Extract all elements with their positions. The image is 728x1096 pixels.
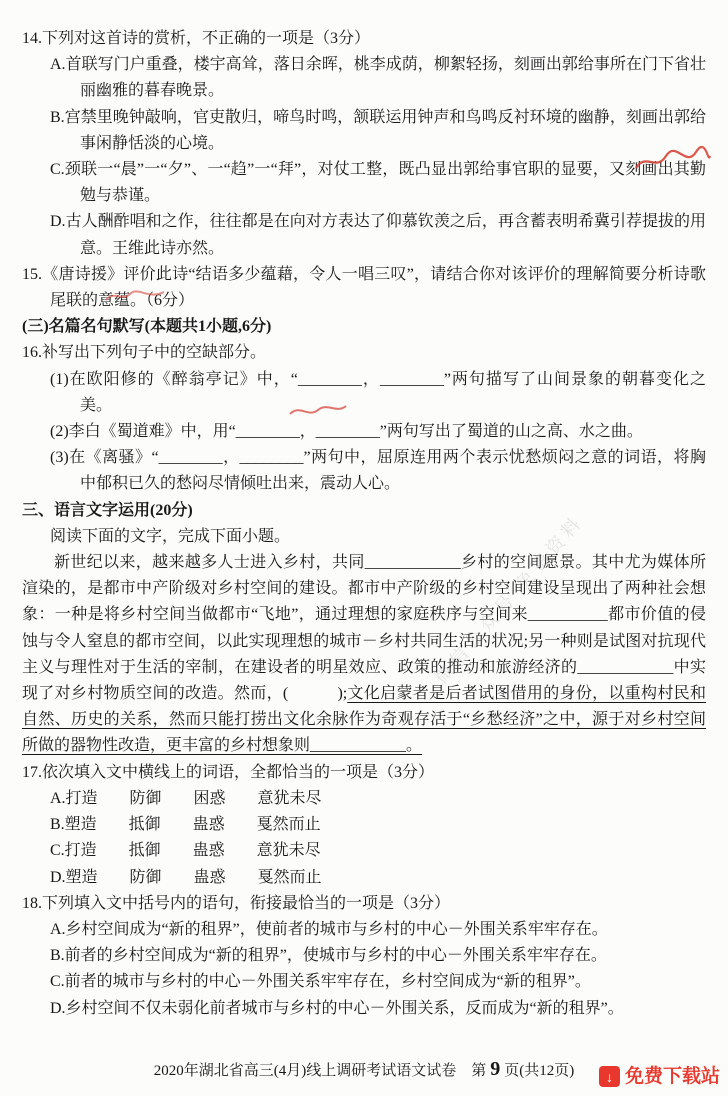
section-language-header: 三、语言文字运用(20分) [22, 501, 193, 519]
question-18-option-d: D.乡村空间不仅未弱化前者城市与乡村的中心－外围关系，反而成为“新的租界”。 [50, 999, 624, 1017]
question-17-stem: 17.依次填入文中横线上的词语，全都恰当的一项是（3分） [22, 763, 435, 781]
question-18-option-c: C.前者的城市与乡村的中心－外围关系牢牢存在，乡村空间成为“新的租界”。 [50, 973, 591, 991]
question-14-option-a: A.首联写门户重叠，楼宇高耸，落日余晖，桃李成荫，柳絮轻扬，刻画出郭给事所在门下省壮丽幽雅的暮春晚景。 [50, 56, 706, 100]
question-17-option-d: D.塑造 防御 蛊惑 戛然而止 [50, 868, 322, 886]
question-17-option-c: C.打造 抵御 蛊惑 意犹未尽 [50, 842, 321, 860]
question-16-stem: 16.补写出下列句子中的空缺部分。 [22, 344, 267, 362]
reading-passage [22, 550, 706, 760]
question-16-item-3: (3)在《离骚》“________，________”两句中，屈原连用两个表示忧愁烦闷之意的词语，将胸中郁积已久的愁闷尽情倾吐出来，震动人心。 [50, 449, 706, 493]
footer-page-total: 页(共12页) [504, 1063, 575, 1079]
passage-underlined-text: 文化启蒙者是后者试图借用的身份，以重构村民和自然、历史的关系，然而只能打捞出文化余脉作为奇观存活于“乡愁经济”之中，源于对乡村空间所做的器物性改造，更丰富的乡村想象则____________。 [22, 685, 706, 755]
question-14-option-c: C.颈联一“晨”一“夕”、一“趋”一“拜”，对仗工整，既凸显出郭给事官职的显要，又刻画出其勤勉与恭谨。 [50, 161, 706, 205]
question-17-option-a: A.打造 防御 困惑 意犹未尽 [50, 789, 322, 807]
question-18-option-a: A.乡村空间成为“新的租界”，使前者的城市与乡村的中心－外围关系牢牢存在。 [50, 920, 608, 938]
section-3-header: (三)名篇名句默写(本题共1小题,6分) [22, 318, 272, 336]
question-17-option-b: B.塑造 抵御 蛊惑 戛然而止 [50, 816, 321, 834]
question-16-item-1: (1)在欧阳修的《醉翁亭记》中，“________，________”两句描写了山间景象的朝暮变化之美。 [50, 370, 706, 414]
question-14-option-d: D.古人酬酢唱和之作，往往都是在向对方表达了仰慕钦羡之后，再含蓄表明希冀引荐提拔的用意。王维此诗亦然。 [50, 213, 706, 257]
download-site-label: 免费下载站 [624, 1065, 720, 1087]
question-15: 15.《唐诗援》评价此诗“结语多少蕴藉，令人一唱三叹”，请结合你对该评价的理解简要分析诗歌尾联的意蕴。（6分） [22, 265, 706, 310]
passage-text: 新世纪以来，越来越多人士进入乡村，共同____________乡村的空间愿景。其中尤为媒体所渲染的，是都市中产阶级对乡村空间的建设。都市中产阶级的乡村空间建设呈现出了两种社会想象：一种是将乡村空间当做都市“飞地”，通过理想的家庭秩序与空间来__________都市价值的侵蚀与令人窒息的都市空间，以此实现理想的城市－乡村共同生活的状况;另一种则是试图对抗现代主义与理性对于生活的宰制，在建设者的明星效应、政策的推动和旅游经济的____________中实现了对乡村物质空间的改造。然而，( ); [22, 554, 706, 703]
diagonal-watermark: 微信公众号 免费资料 [430, 511, 588, 688]
footer-title: 2020年湖北省高三(4月)线上调研考试语文试卷 第 [153, 1063, 487, 1079]
download-icon: ↓ [599, 1066, 620, 1087]
reading-intro: 阅读下面的文字，完成下面小题。 [50, 527, 291, 545]
question-14-option-b: B.宫禁里晚钟敲响，官吏散归，啼鸟时鸣，颔联运用钟声和鸟鸣反衬环境的幽静，刻画出郭给事闲静恬淡的心境。 [50, 108, 706, 152]
question-16-item-2: (2)李白《蜀道难》中，用“________，________”两句写出了蜀道的山之高、水之曲。 [50, 423, 643, 441]
download-site-watermark [599, 1064, 720, 1090]
question-18-stem: 18.下列填入文中括号内的语句，衔接最恰当的一项是（3分） [22, 894, 451, 912]
question-18-option-b: B.前者的乡村空间成为“新的租界”，使城市与乡村的中心－外围关系牢牢存在。 [50, 947, 607, 965]
question-14-stem: 14.下列对这首诗的赏析，不正确的一项是（3分） [22, 30, 371, 47]
footer-page-number: 9 [490, 1058, 501, 1080]
